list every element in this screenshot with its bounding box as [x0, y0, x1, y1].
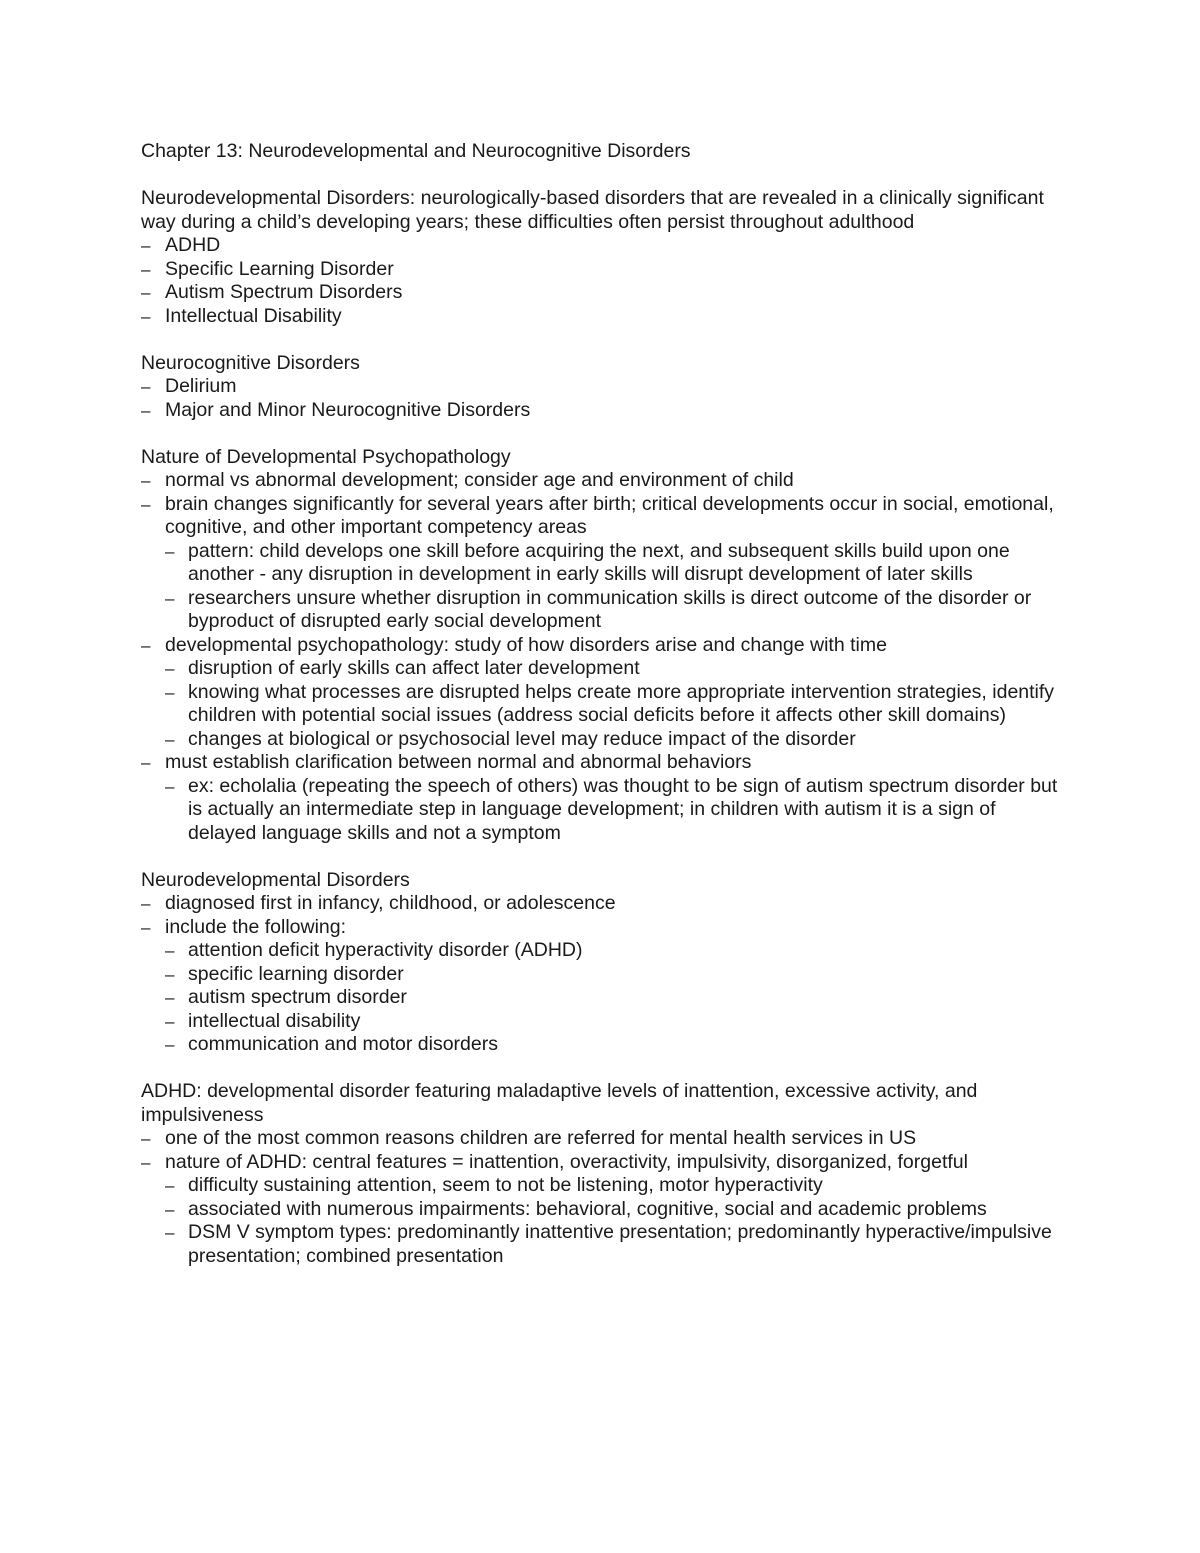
list-item	[141, 1151, 1061, 1269]
dash-bullet-icon: –	[141, 400, 151, 420]
dash-bullet-icon: –	[141, 1129, 151, 1148]
dash-bullet-icon: –	[141, 377, 151, 396]
dash-bullet-icon: –	[165, 988, 175, 1007]
list-item	[141, 375, 1061, 399]
sub-list-item-text: intellectual disability	[188, 1009, 361, 1032]
dash-bullet-icon: –	[165, 1176, 175, 1195]
list-item	[141, 258, 1061, 282]
dash-bullet-icon: –	[165, 659, 175, 678]
dash-bullet-icon: –	[165, 1199, 175, 1219]
sub-list-item	[165, 939, 1061, 963]
sub-list-item-text: attention deficit hyperactivity disorder (ADHD)	[188, 939, 583, 961]
sub-list-item-text: autism spectrum disorder	[188, 986, 407, 1008]
dash-bullet-icon: –	[165, 682, 175, 702]
sub-list-item	[165, 681, 1061, 728]
bullet-list	[141, 1127, 1061, 1268]
dash-bullet-icon: –	[165, 729, 175, 749]
list-item-text: ADHD	[165, 234, 221, 256]
dash-bullet-icon: –	[141, 259, 151, 279]
dash-bullet-icon: –	[141, 894, 151, 913]
list-item-text: Autism Spectrum Disorders	[165, 281, 403, 303]
list-item-text: include the following:	[165, 915, 347, 938]
sub-list-item	[165, 1033, 1061, 1057]
dash-bullet-icon: –	[165, 1011, 175, 1031]
list-item-text: Specific Learning Disorder	[165, 257, 394, 280]
dash-bullet-icon: –	[141, 917, 151, 937]
section-heading: Nature of Developmental Psychopathology	[141, 445, 511, 468]
bullet-list	[141, 892, 1061, 1057]
bullet-list	[141, 469, 1061, 845]
section-heading: Neurocognitive Disorders	[141, 351, 360, 374]
section-heading: Neurodevelopmental Disorders: neurologically-based disorders that are revealed in a clinically significant way during a child’s developing years; these difficulties often persist throughout adulthood	[141, 187, 1044, 233]
sub-list-item-text: researchers unsure whether disruption in communication skills is direct outcome of the disorder or byproduct of disrupted early social development	[188, 586, 1032, 632]
sub-bullet-list	[165, 775, 1061, 846]
sub-bullet-list	[165, 657, 1061, 751]
bullet-list	[141, 234, 1061, 328]
sub-list-item-text: knowing what processes are disrupted helps create more appropriate intervention strategies, identify children with potential social issues (address social deficits before it affects other skill domains)	[188, 680, 1055, 726]
section	[141, 187, 1061, 328]
list-item-text: must establish clarification between normal and abnormal behaviors	[165, 751, 752, 773]
document-page	[141, 140, 1061, 1292]
sub-bullet-list	[165, 1174, 1061, 1268]
list-item	[141, 234, 1061, 258]
list-item-text: nature of ADHD: central features = inattention, overactivity, impulsivity, disorganized, forgetful	[165, 1150, 968, 1173]
sub-list-item-text: ex: echolalia (repeating the speech of others) was thought to be sign of autism spectrum disorder but is actually an intermediate step in language development; in children with autism it is a sign of delayed language skills and not a symptom	[188, 774, 1058, 844]
document-body	[141, 187, 1061, 1268]
list-item	[141, 399, 1061, 423]
sub-list-item	[165, 657, 1061, 681]
sub-list-item-text: pattern: child develops one skill before acquiring the next, and subsequent skills build upon one another - any disruption in development in early skills will disrupt development of later skills	[188, 539, 1010, 585]
sub-list-item-text: DSM V symptom types: predominantly inattentive presentation; predominantly hyperactive/impulsive presentation; combined presentation	[188, 1221, 1052, 1267]
sub-bullet-list	[165, 540, 1061, 634]
sub-list-item-text: specific learning disorder	[188, 962, 404, 985]
sub-list-item	[165, 1010, 1061, 1034]
list-item-text: normal vs abnormal development; consider age and environment of child	[165, 469, 794, 491]
sub-list-item	[165, 1198, 1061, 1222]
list-item	[141, 305, 1061, 329]
sub-list-item-text: difficulty sustaining attention, seem to not be listening, motor hyperactivity	[188, 1174, 823, 1196]
list-item-text: diagnosed first in infancy, childhood, or adolescence	[165, 892, 616, 914]
dash-bullet-icon: –	[141, 306, 151, 326]
list-item-text: one of the most common reasons children are referred for mental health services in US	[165, 1127, 917, 1149]
dash-bullet-icon: –	[141, 635, 151, 655]
dash-bullet-icon: –	[165, 1035, 175, 1054]
list-item-text: Major and Minor Neurocognitive Disorders	[165, 398, 531, 421]
sub-list-item	[165, 540, 1061, 587]
sub-list-item	[165, 775, 1061, 846]
sub-bullet-list	[165, 939, 1061, 1057]
dash-bullet-icon: –	[141, 236, 151, 255]
dash-bullet-icon: –	[165, 1223, 175, 1242]
section-heading: ADHD: developmental disorder featuring maladaptive levels of inattention, excessive activity, and impulsiveness	[141, 1080, 978, 1126]
sub-list-item	[165, 963, 1061, 987]
sub-list-item	[165, 986, 1061, 1010]
list-item	[141, 916, 1061, 1057]
sub-list-item-text: communication and motor disorders	[188, 1033, 498, 1055]
list-item	[141, 634, 1061, 752]
dash-bullet-icon: –	[165, 941, 175, 960]
bullet-list	[141, 375, 1061, 422]
list-item-text: Delirium	[165, 375, 237, 397]
section-heading: Neurodevelopmental Disorders	[141, 868, 410, 891]
dash-bullet-icon: –	[165, 541, 175, 561]
sub-list-item	[165, 1174, 1061, 1198]
list-item-text: developmental psychopathology: study of how disorders arise and change with time	[165, 633, 887, 656]
document-title: Chapter 13: Neurodevelopmental and Neurocognitive Disorders	[141, 140, 691, 162]
dash-bullet-icon: –	[165, 776, 175, 796]
dash-bullet-icon: –	[141, 494, 151, 514]
dash-bullet-icon: –	[165, 964, 175, 984]
list-item	[141, 493, 1061, 634]
sub-list-item	[165, 587, 1061, 634]
list-item	[141, 892, 1061, 916]
section	[141, 352, 1061, 423]
sub-list-item-text: changes at biological or psychosocial level may reduce impact of the disorder	[188, 727, 856, 750]
dash-bullet-icon: –	[165, 588, 175, 608]
section	[141, 446, 1061, 846]
sub-list-item-text: disruption of early skills can affect later development	[188, 657, 640, 679]
sub-list-item	[165, 728, 1061, 752]
list-item	[141, 469, 1061, 493]
sub-list-item-text: associated with numerous impairments: behavioral, cognitive, social and academic problems	[188, 1197, 987, 1220]
dash-bullet-icon: –	[141, 283, 151, 302]
section	[141, 869, 1061, 1057]
list-item	[141, 281, 1061, 305]
sub-list-item	[165, 1221, 1061, 1268]
section	[141, 1080, 1061, 1268]
list-item-text: brain changes significantly for several years after birth; critical developments occur in social, emotional, cognitive, and other important competency areas	[165, 492, 1054, 538]
dash-bullet-icon: –	[141, 1152, 151, 1172]
dash-bullet-icon: –	[141, 753, 151, 772]
dash-bullet-icon: –	[141, 471, 151, 490]
list-item-text: Intellectual Disability	[165, 304, 342, 327]
list-item	[141, 1127, 1061, 1151]
list-item	[141, 751, 1061, 845]
